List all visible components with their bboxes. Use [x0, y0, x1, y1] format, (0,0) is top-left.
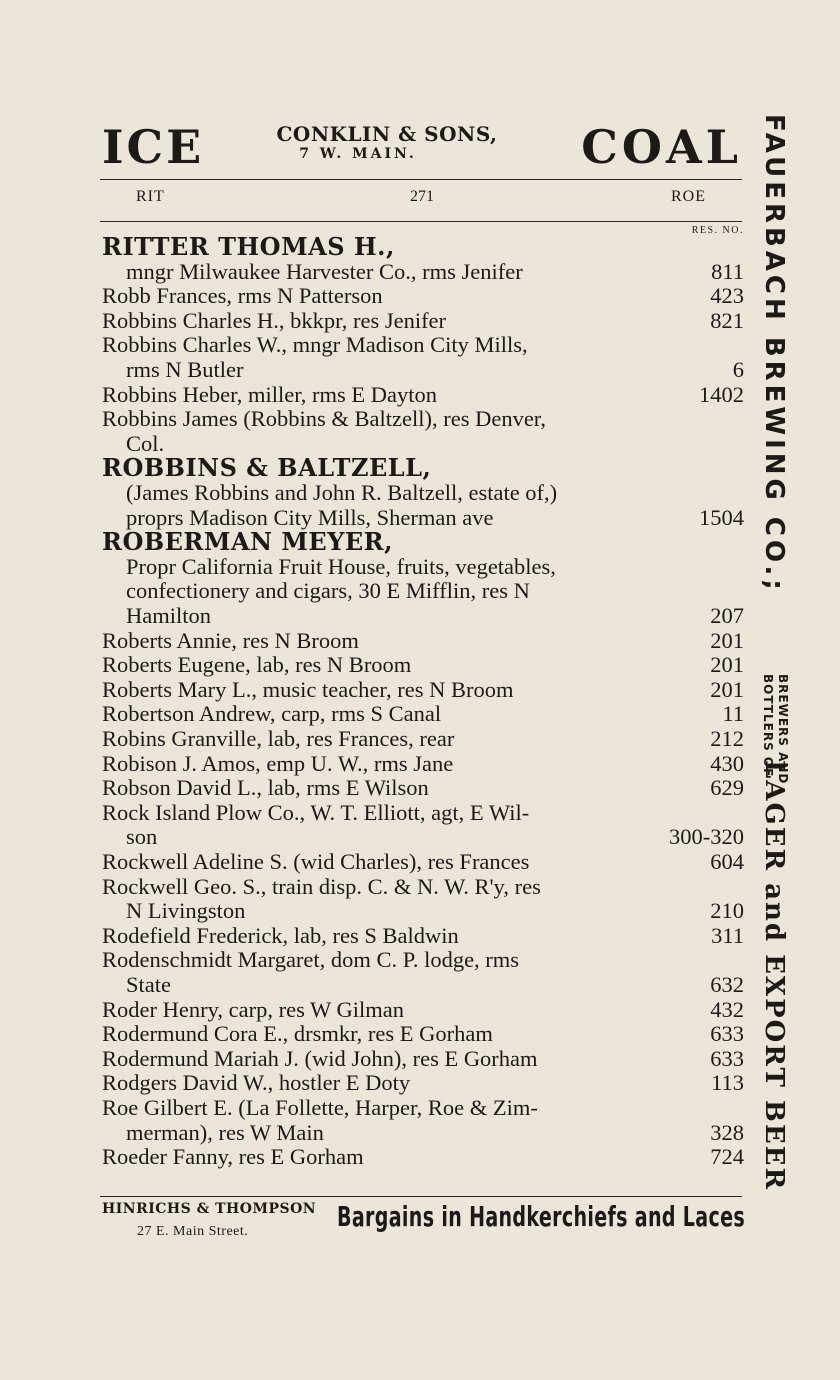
listing-line — [102, 1144, 744, 1170]
ad-firm-name: HINRICHS & THOMPSON — [102, 1201, 317, 1217]
residence-number: 633 — [710, 1045, 744, 1071]
listing-line — [102, 751, 744, 777]
listing-heading — [102, 455, 744, 481]
listing-line — [102, 628, 744, 654]
listing-line — [102, 1046, 744, 1072]
listing-line — [126, 554, 744, 580]
residence-number: 300-320 — [669, 824, 744, 850]
listing-heading — [102, 529, 744, 555]
listing-line — [102, 701, 744, 727]
listing-line — [102, 652, 744, 678]
residence-number: 1504 — [699, 504, 744, 530]
listing-text: Robbins Charles H., bkkpr, res Jenifer — [102, 307, 447, 333]
residence-number: 604 — [710, 849, 744, 874]
listing-line — [126, 480, 744, 506]
ad-company-address: 7 W. MAIN. — [299, 146, 417, 162]
listing-line — [102, 997, 744, 1023]
running-head — [100, 188, 742, 210]
listing-line — [126, 357, 744, 383]
listing-line — [102, 849, 744, 875]
residence-number: 201 — [710, 652, 744, 678]
listing-line — [102, 923, 744, 949]
listing-heading — [102, 234, 744, 260]
residence-number: 201 — [710, 676, 744, 702]
ad-ice-word: ICE — [102, 120, 205, 174]
listing-line — [126, 1120, 744, 1146]
listing-text: rms N Butler — [126, 357, 244, 382]
listing-line — [102, 800, 744, 826]
listing-text: RITTER THOMAS H., — [102, 232, 395, 261]
listing-text: State — [126, 972, 171, 997]
listing-text: son — [126, 824, 158, 850]
bottom-rule — [100, 1196, 742, 1197]
listing-text: Roeder Fanny, res E Gorham — [102, 1144, 364, 1170]
listing-line — [102, 308, 744, 334]
side-ad-brewery-name: FAUERBACH BREWING CO.; — [759, 114, 789, 594]
residence-number: 328 — [710, 1119, 744, 1145]
listing-line — [102, 283, 744, 309]
listing-text: proprs Madison City Mills, Sherman ave — [126, 504, 494, 530]
header-rule — [100, 221, 742, 222]
listing-text: Roberts Mary L., music teacher, res N Broom — [102, 676, 514, 702]
listing-line — [102, 1021, 744, 1047]
listing-text: Rodefield Frederick, lab, res S Baldwin — [102, 922, 459, 948]
listing-text: Robertson Andrew, carp, rms S Canal — [102, 701, 442, 727]
residence-number: 113 — [711, 1070, 744, 1096]
residence-number: 724 — [710, 1144, 744, 1170]
listing-text: Roe Gilbert E. (La Follette, Harper, Roe & Zim- — [102, 1095, 538, 1120]
listing-text: N Livingston — [126, 898, 246, 924]
listing-text: Propr California Fruit House, fruits, vegetables, — [126, 553, 556, 579]
ad-slogan: Bargains in Handkerchiefs and Laces — [336, 1200, 745, 1233]
side-ad-trade-line1: BREWERS AND — [776, 674, 790, 785]
listing-line — [102, 406, 744, 432]
listing-line — [126, 578, 744, 604]
residence-number: 210 — [710, 898, 744, 924]
guide-word-last: ROE — [671, 188, 706, 205]
listing-text: Robins Granville, lab, res Frances, rear — [102, 726, 455, 751]
listing-text: Rock Island Plow Co., W. T. Elliott, agt, E Wil- — [102, 799, 530, 825]
side-ad-trade-line2: BOTTLERS OF — [761, 674, 775, 778]
listing-text: Roberts Eugene, lab, res N Broom — [102, 652, 412, 678]
residence-number: 821 — [710, 307, 744, 333]
listing-text: Robison J. Amos, emp U. W., rms Jane — [102, 750, 454, 776]
listing-text: Roder Henry, carp, res W Gilman — [102, 996, 404, 1022]
listing-line — [102, 1070, 744, 1096]
top-advertisement — [100, 120, 742, 172]
residence-number-header: RES. NO. — [691, 225, 744, 236]
listing-text: ROBBINS & BALTZELL, — [102, 453, 432, 483]
listing-text: Rodenschmidt Margaret, dom C. P. lodge, rms — [102, 947, 520, 973]
residence-number: 430 — [710, 750, 744, 776]
residence-number: 212 — [710, 726, 744, 751]
residence-number: 207 — [710, 603, 744, 628]
listing-text: Robb Frances, rms N Patterson — [102, 283, 383, 309]
listing-text: Rockwell Geo. S., train disp. C. & N. W. R'y, res — [102, 873, 541, 899]
listing-line — [102, 677, 744, 703]
listing-line — [102, 332, 744, 358]
listing-line — [102, 775, 744, 801]
listing-text: Roberts Annie, res N Broom — [102, 627, 359, 653]
listing-text: Col. — [126, 430, 165, 456]
listing-text: Rodgers David W., hostler E Doty — [102, 1070, 411, 1096]
listing-text: Rodermund Mariah J. (wid John), res E Gorham — [102, 1045, 538, 1071]
listing-text: mngr Milwaukee Harvester Co., rms Jenifer — [126, 258, 523, 284]
listing-line — [102, 382, 744, 408]
listing-text: ROBERMAN MEYER, — [102, 527, 393, 557]
residence-number: 633 — [710, 1021, 744, 1047]
listing-text: (James Robbins and John R. Baltzell, estate of,) — [126, 480, 558, 505]
residence-number: 1402 — [699, 381, 744, 407]
residence-number: 11 — [722, 701, 744, 727]
listing-line — [102, 726, 744, 752]
listing-text: Robbins Charles W., mngr Madison City Mills, — [102, 332, 528, 358]
residence-number: 811 — [711, 258, 744, 284]
listing-text: Rodermund Cora E., drsmkr, res E Gorham — [102, 1021, 493, 1047]
ad-firm-address: 27 E. Main Street. — [137, 1224, 249, 1239]
listing-line — [126, 898, 744, 924]
bottom-advertisement — [100, 1200, 745, 1246]
side-advertisement — [754, 114, 794, 1244]
residence-number: 423 — [710, 283, 744, 309]
listing-line — [126, 824, 744, 850]
listing-text: confectionery and cigars, 30 E Mifflin, res N — [126, 578, 530, 604]
listing-text: Rockwell Adeline S. (wid Charles), res Frances — [102, 849, 530, 874]
listing-text: Robson David L., lab, rms E Wilson — [102, 775, 429, 801]
listing-line — [102, 1095, 744, 1121]
listing-line — [102, 947, 744, 973]
ad-company-name: CONKLIN & SONS, — [276, 122, 498, 146]
residence-number: 632 — [710, 972, 744, 997]
ad-coal-word: COAL — [581, 120, 742, 174]
residence-number: 432 — [710, 996, 744, 1022]
residence-number: 311 — [711, 922, 744, 948]
residence-number: 201 — [710, 627, 744, 653]
top-rule — [100, 179, 742, 180]
listing-text: merman), res W Main — [126, 1119, 324, 1145]
listing-text: Robbins Heber, miller, rms E Dayton — [102, 381, 438, 407]
listing-text: Hamilton — [126, 603, 211, 628]
listing-line — [126, 259, 744, 285]
guide-word-first: RIT — [136, 188, 165, 205]
residence-number: 6 — [732, 357, 744, 382]
listing-line — [102, 874, 744, 900]
residence-number: 629 — [710, 775, 744, 801]
listing-text: Robbins James (Robbins & Baltzell), res Denver, — [102, 406, 547, 432]
side-ad-products: LAGER and EXPORT BEER — [759, 760, 789, 1192]
listing-line — [126, 603, 744, 629]
listing-line — [126, 972, 744, 998]
page-number: 271 — [410, 188, 434, 205]
